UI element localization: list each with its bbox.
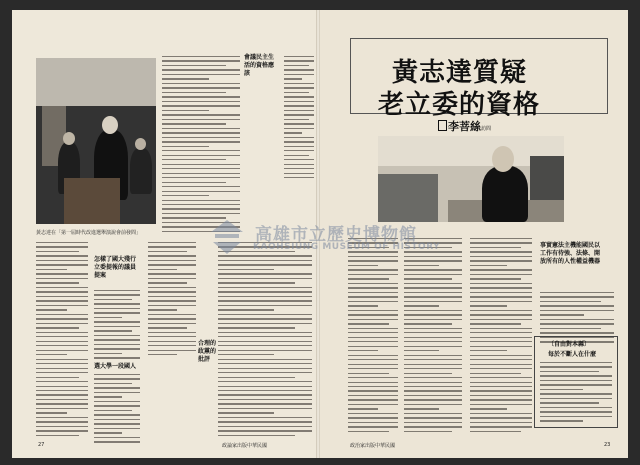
watermark-cn: 高雄市立歷史博物館 [255, 225, 417, 245]
right-text-col-3 [470, 238, 532, 435]
text-column-center-bottom [94, 374, 140, 446]
text-column-top-right [162, 56, 240, 235]
article-title-line2: 老立委的資格 [378, 90, 541, 120]
box-text [540, 362, 612, 425]
subhead-2: 怎樣了國大殘行立委提報的議員提案 [94, 256, 137, 279]
left-page [12, 10, 316, 458]
speaker-photo [36, 58, 156, 224]
text-column-lower-mid [148, 242, 196, 359]
interviewee-photo [378, 136, 564, 222]
square-icon [438, 120, 447, 131]
right-text-col-1 [348, 238, 398, 435]
box-title-1: 〔自由對本縣〕 [548, 341, 591, 348]
article-title-line1: 黃志達質疑 [392, 58, 528, 88]
byline [438, 118, 491, 134]
text-column-lower-right [218, 242, 312, 439]
photo-caption: 黃志達在「第一屆時代改進選舉演說會前發問」 [36, 230, 142, 236]
page-number-left: 27 [38, 442, 45, 448]
right-text-col-2 [404, 238, 462, 435]
subhead-3: 選大學一段國人 [94, 363, 137, 370]
subhead-5: 事實憲法主機能國民以工作有待強、法條、開放所有的人性權益機器 [540, 242, 601, 265]
page-number-right: 23 [604, 442, 611, 448]
magazine-spread [12, 10, 628, 458]
byline-note: 訪問 [481, 126, 492, 132]
subhead-4: 合理的政黨的批評 [198, 340, 217, 363]
text-column-far-right [284, 56, 314, 182]
text-column-center [94, 290, 140, 362]
right-page [320, 10, 628, 458]
footer-left: 政論家出版中華民國 [222, 443, 268, 449]
watermark-en: KAOHSIUNG MUSEUM OF HISTORY [253, 242, 441, 252]
author-name: 李菩絲 [448, 120, 481, 133]
box-title-2: 每於不斷人在什麼 [548, 351, 597, 358]
text-column-mid-left [36, 242, 88, 439]
subhead-1: 會議民主生活的資格應該 [244, 54, 275, 77]
footer-right: 政治家出版中華民國 [350, 443, 396, 449]
